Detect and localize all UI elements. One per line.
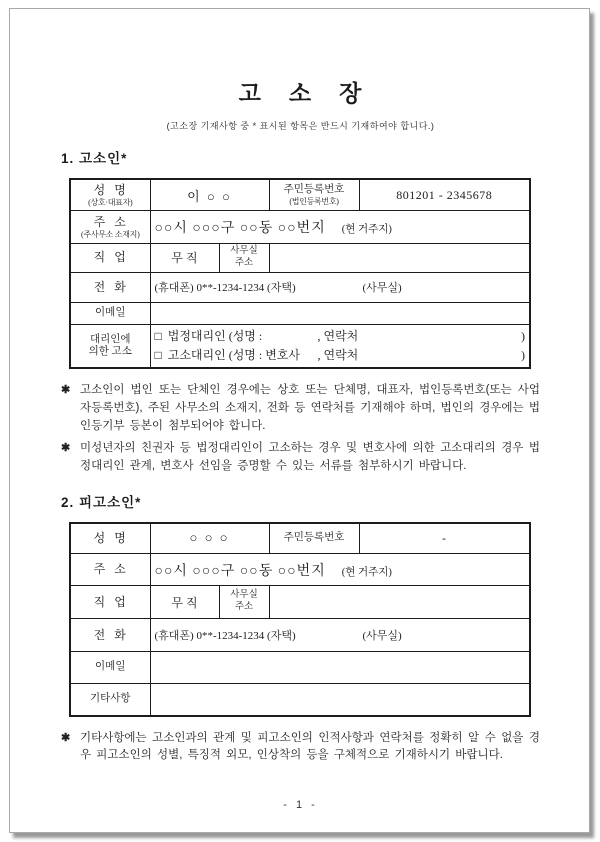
- page-content: [10, 9, 589, 811]
- legal-agent-label: 법정대리인 (성명 :: [167, 329, 263, 344]
- table-row: [70, 619, 530, 652]
- job-value: 무 직: [150, 243, 219, 272]
- rrn-value: -: [359, 523, 530, 554]
- email-input-cell[interactable]: [150, 652, 530, 684]
- email-label-cell: [70, 652, 150, 684]
- phone-mobile-home-value: (휴대폰) 0**-1234-1234 (자택): [154, 630, 296, 642]
- legal-agent-checkbox[interactable]: □: [154, 329, 162, 344]
- office-address-label-line2: 주소: [234, 602, 254, 612]
- name-value: ○ ○ ○: [150, 523, 269, 554]
- address-label: 주 소: [93, 214, 127, 229]
- address-label-cell: [70, 210, 150, 243]
- table-row: [70, 243, 530, 272]
- email-label: 이메일: [95, 661, 126, 673]
- table-row: [70, 586, 530, 619]
- job-value: 무 직: [150, 586, 219, 619]
- address-note: (현 거주지): [341, 566, 392, 578]
- name-label: 성 명: [93, 182, 127, 197]
- phone-label-cell: [70, 619, 150, 652]
- accused-table: [69, 522, 531, 717]
- agent-label-line1: 대리인에: [89, 333, 131, 345]
- office-address-label-cell: [219, 586, 269, 619]
- legal-agent-text: [155, 327, 318, 346]
- section-heading-complainant: 1. 고소인*: [61, 151, 128, 167]
- complaint-agent-contact-label: , 연락처: [317, 348, 359, 363]
- job-label-cell: [70, 586, 150, 619]
- address-sublabel: (주사무소 소재지): [81, 229, 140, 239]
- name-sublabel: (상호·대표자): [88, 197, 133, 207]
- office-address-label-cell: [219, 243, 269, 272]
- phone-office-label: (사무실): [362, 282, 402, 295]
- office-address-label-line1: 사무실: [230, 246, 258, 257]
- table-row: [70, 210, 530, 243]
- table-row: [70, 179, 530, 210]
- email-input-cell[interactable]: [150, 302, 530, 324]
- table-row: [70, 684, 530, 716]
- note-etc-details-text: 기타사항에는 고소인과의 관계 및 피고소인의 인적사항과 연락처를 정확히 알 수 없을 경우 피고소인의 성별, 특징적 외모, 인상착의 등을 구체적으로 기재하시기 바랍니다.: [80, 731, 540, 762]
- office-address-input-cell[interactable]: [269, 243, 530, 272]
- rrn-label-cell: [269, 179, 359, 210]
- page-number: - 1 -: [283, 799, 318, 812]
- name-value: 이 ○ ○: [150, 179, 269, 210]
- rrn-label-cell: [269, 523, 359, 554]
- note-minor-agent: [61, 440, 540, 476]
- etc-label: 기타사항: [89, 692, 131, 704]
- legal-agent-option: [155, 327, 526, 346]
- agent-options-cell: [150, 324, 530, 368]
- table-row: [70, 523, 530, 554]
- rrn-sublabel: (법인등록번호): [289, 196, 339, 206]
- note-corporation: [61, 382, 540, 435]
- complaint-agent-text: [155, 346, 318, 365]
- phone-mobile-home-value: (휴대폰) 0**-1234-1234 (자택): [154, 282, 296, 295]
- address-value: ○○시 ○○○구 ○○동 ○○번지: [154, 220, 326, 236]
- complainant-table: [69, 178, 531, 369]
- name-label-cell: [70, 179, 150, 210]
- etc-label-cell: [70, 684, 150, 716]
- document-subtitle: (고소장 기재사항 중 * 표시된 항목은 반드시 기재하여야 합니다.): [166, 121, 435, 132]
- complaint-agent-checkbox[interactable]: □: [154, 348, 162, 363]
- asterisk-marker-icon: ✱: [61, 384, 71, 397]
- address-value-cell: [150, 210, 530, 243]
- document-page: [9, 8, 590, 833]
- note-minor-agent-text: 미성년자의 친권자 등 법정대리인이 고소하는 경우 및 변호사에 의한 고소대리의 경우 법정대리인 관계, 변호사 선임을 증명할 수 있는 서류를 첨부하시기 바랍니다.: [80, 441, 540, 472]
- legal-agent-close-paren: ): [521, 329, 526, 344]
- address-note: (현 거주지): [341, 223, 392, 235]
- phone-office-label: (사무실): [362, 630, 402, 642]
- table-row: [70, 652, 530, 684]
- phone-value-cell: [150, 619, 530, 652]
- asterisk-marker-icon: ✱: [61, 731, 71, 744]
- job-label: 직 업: [93, 594, 127, 609]
- phone-value-cell: [150, 272, 530, 302]
- agent-label-cell: [70, 324, 150, 368]
- name-label: 성 명: [93, 530, 127, 545]
- job-label-cell: [70, 243, 150, 272]
- table-row: [70, 554, 530, 586]
- job-label: 직 업: [93, 250, 127, 265]
- table-row: [70, 302, 530, 324]
- complainant-notes: [61, 382, 540, 475]
- asterisk-marker-icon: ✱: [61, 441, 71, 454]
- legal-agent-contact-label: , 연락처: [317, 329, 359, 344]
- phone-label-cell: [70, 272, 150, 302]
- table-row: [70, 272, 530, 302]
- note-corporation-text: 고소인이 법인 또는 단체인 경우에는 상호 또는 단체명, 대표자, 법인등록번호(또는 사업자등록번호), 주된 사무소의 소재지, 전화 등 연락처를 기재해야 하며, 법인의 경우에는 법인등기부 등본이 첨부되어야 합니다.: [80, 384, 540, 433]
- address-label: 주 소: [93, 562, 127, 576]
- complaint-agent-close-paren: ): [521, 348, 526, 363]
- complaint-agent-label: 고소대리인 (성명 : 변호사: [167, 348, 301, 363]
- rrn-value: 801201 - 2345678: [359, 179, 530, 210]
- rrn-label: 주민등록번호: [283, 184, 345, 196]
- note-etc-details: [61, 730, 540, 766]
- email-label-cell: [70, 302, 150, 324]
- office-address-input-cell[interactable]: [269, 586, 530, 619]
- phone-label: 전 화: [93, 627, 127, 642]
- phone-label: 전 화: [93, 279, 127, 294]
- office-address-label-line1: 사무실: [230, 590, 258, 601]
- accused-notes: [61, 730, 540, 766]
- section-heading-accused: 2. 피고소인*: [61, 494, 142, 510]
- address-label-cell: [70, 554, 150, 586]
- agent-label-line2: 의한 고소: [88, 346, 132, 358]
- complaint-agent-option: [155, 346, 526, 365]
- address-value-cell: [150, 554, 530, 586]
- email-label: 이메일: [95, 307, 126, 319]
- rrn-label: 주민등록번호: [283, 531, 345, 543]
- document-title: 고 소 장: [238, 81, 363, 106]
- office-address-label-line2: 주소: [234, 257, 254, 268]
- address-value: ○○시 ○○○구 ○○동 ○○번지: [154, 563, 326, 579]
- name-label-cell: [70, 523, 150, 554]
- table-row: [70, 324, 530, 368]
- etc-input-cell[interactable]: [150, 684, 530, 716]
